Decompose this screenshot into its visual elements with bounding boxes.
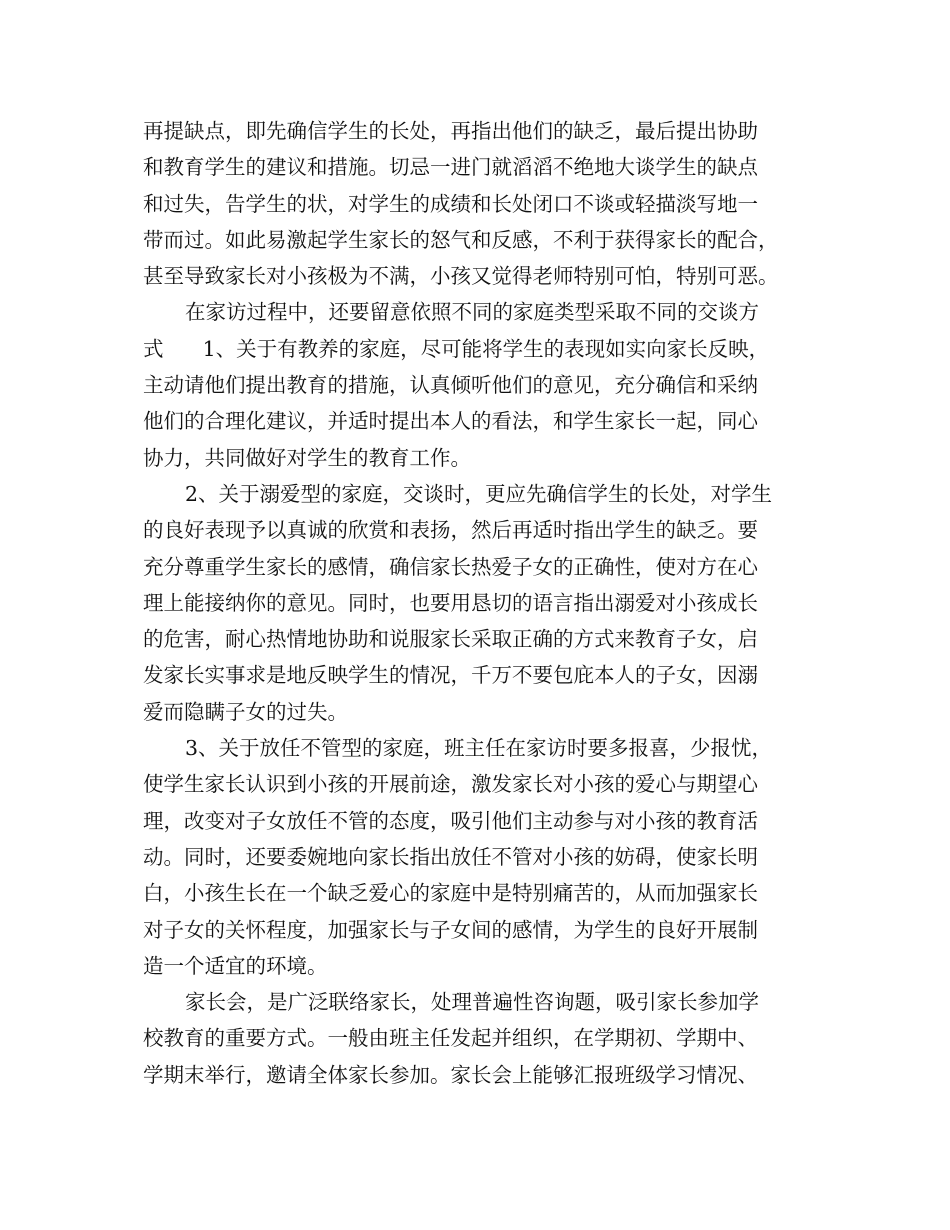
text-line: 甚至导致家长对小孩极为不满，小孩又觉得老师特别可怕，特别可恶。 [143,264,779,289]
text-line: 主动请他们提出教育的措施，认真倾听他们的意见，充分确信和采纳 [143,373,758,398]
text-line: 使学生家长认识到小孩的开展前途，激发家长对小孩的爱心与期望心 [143,772,758,797]
text-line: 造一个适宜的环境。 [143,953,328,978]
text-line: 式 1、关于有教养的家庭，尽可能将学生的表现如实向家长反映， [143,336,770,361]
text-line: 和过失，告学生的状，对学生的成绩和长处闭口不谈或轻描淡写地一 [143,191,758,216]
text-line: 学期末举行，邀请全体家长参加。家长会上能够汇报班级学习情况、 [143,1062,758,1087]
text-line: 协力，共同做好对学生的教育工作。 [143,445,471,470]
text-line: 充分尊重学生家长的感情，确信家长热爱子女的正确性，使对方在心 [143,554,758,579]
body-text [143,113,833,1093]
text-line: 理上能接纳你的意见。同时，也要用恳切的语言指出溺爱对小孩成长 [143,590,758,615]
text-line: 他们的合理化建议，并适时提出本人的看法，和学生家长一起，同心 [143,409,758,434]
paragraph-start-line: 家长会，是广泛联络家长，处理普遍性咨询题，吸引家长参加学 [185,990,759,1015]
text-line: 带而过。如此易激起学生家长的怒气和反感，不利于获得家长的配合， [143,227,779,252]
text-line: 爱而隐瞒子女的过失。 [143,699,348,724]
text-line: 的危害，耐心热情地协助和说服家长采取正确的方式来教育子女，启 [143,627,758,652]
text-line: 再提缺点，即先确信学生的长处，再指出他们的缺乏，最后提出协助 [143,119,758,143]
text-line: 发家长实事求是地反映学生的情况，千万不要包庇本人的子女，因溺 [143,663,758,688]
text-line: 白，小孩生长在一个缺乏爱心的家庭中是特别痛苦的，从而加强家长 [143,881,758,906]
paragraph-start-line: 2、关于溺爱型的家庭，交谈时，更应先确信学生的长处，对学生 [185,481,773,506]
text-line: 和教育学生的建议和措施。切忌一进门就滔滔不绝地大谈学生的缺点 [143,155,758,180]
text-line: 的良好表现予以真诚的欣赏和表扬，然后再适时指出学生的缺乏。要 [143,518,758,543]
text-line: 校教育的重要方式。一般由班主任发起并组织，在学期初、学期中、 [143,1026,758,1051]
text-line: 动。同时，还要委婉地向家长指出放任不管对小孩的妨碍，使家长明 [143,844,758,869]
text-line: 理，改变对子女放任不管的态度，吸引他们主动参与对小孩的教育活 [143,808,758,833]
paragraph-start-line: 在家访过程中，还要留意依照不同的家庭类型采取不同的交谈方 [185,300,759,325]
text-line: 对子女的关怀程度，加强家长与子女间的感情，为学生的良好开展制 [143,917,758,942]
paragraph-start-line: 3、关于放任不管型的家庭，班主任在家访时要多报喜，少报忧， [185,736,773,761]
